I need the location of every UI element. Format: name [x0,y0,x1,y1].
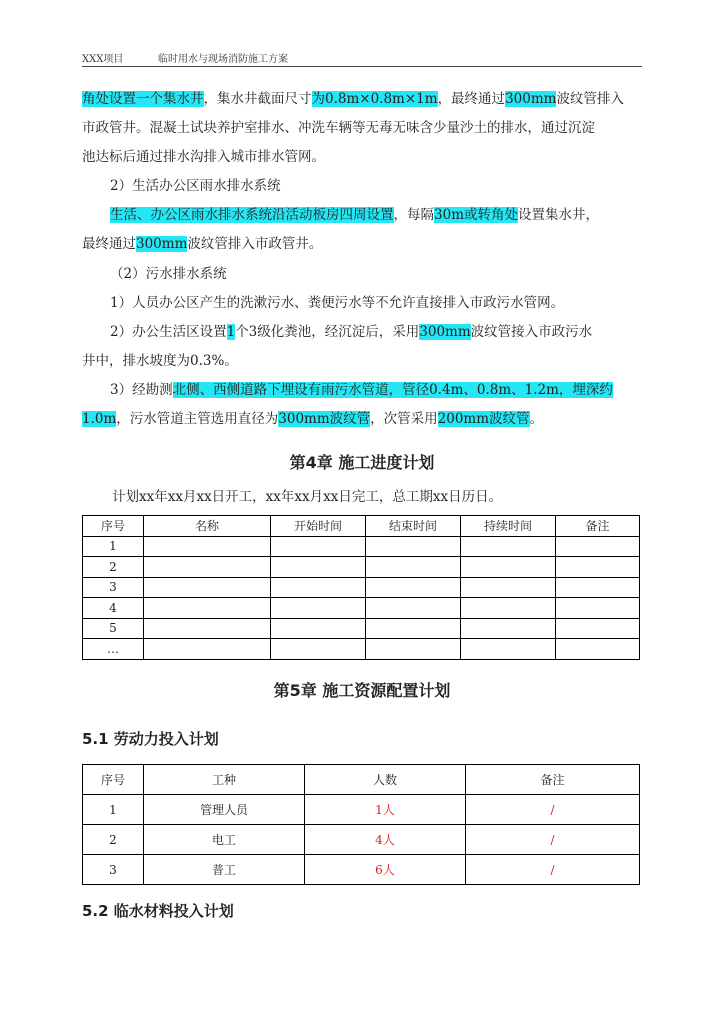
labor-note: / [466,795,640,825]
labor-row [83,825,640,855]
schedule-cell [556,557,640,578]
schedule-cell [461,557,556,578]
schedule-row-number: … [83,639,144,660]
page-header [82,50,642,67]
highlighted-text: 1 [226,324,236,340]
schedule-row [83,618,640,639]
chapter5-title: 第5章 施工资源配置计划 [273,681,451,700]
schedule-cell [271,639,366,660]
schedule-cell [144,639,271,660]
highlighted-text: 角处设置一个集水井 [82,91,204,107]
labor-header-cell: 人数 [305,765,466,795]
schedule-row-number: 4 [83,598,144,619]
schedule-cell [271,618,366,639]
text-run: 波纹管接入市政污水 [470,324,593,340]
schedule-header-cell: 持续时间 [461,516,556,537]
text-run: 波纹管排入 [556,91,624,107]
labor-number: 1 [83,795,144,825]
labor-count: 4人 [305,825,466,855]
highlighted-text: 北侧、西侧道路下埋设有雨污水管道，管径0.4m、0.8m、1.2m，埋深约 [172,382,613,398]
rain-line1 [110,203,670,228]
text-run: 个3级化粪池，经沉淀后，采用 [235,324,420,340]
schedule-cell [366,618,461,639]
labor-header-cell: 备注 [466,765,640,795]
schedule-cell [144,577,271,598]
schedule-row [83,536,640,557]
highlighted-text: 200mm波纹管 [437,411,530,427]
text-run: ，每隔 [393,207,434,223]
highlighted-text: 300mm [136,236,188,252]
labor-header-cell: 工种 [144,765,305,795]
text-run: ，污水管道主管选用直径为 [116,411,279,427]
rain-line2 [82,232,642,257]
schedule-table [82,515,640,660]
sewage-item3-line2 [82,407,642,432]
labor-type: 管理人员 [144,795,305,825]
text-run: 波纹管排入市政管井。 [187,236,323,252]
text-run: 最终通过 [82,236,136,252]
schedule-row [83,639,640,660]
schedule-cell [461,536,556,557]
schedule-header-cell: 名称 [144,516,271,537]
schedule-header-cell: 结束时间 [366,516,461,537]
schedule-cell [271,536,366,557]
text-run: 设置集水井， [518,207,599,223]
labor-type: 普工 [144,855,305,885]
text-run: 2）办公生活区设置 [110,324,227,340]
text-run: ，次管采用 [370,411,438,427]
highlighted-text: 300mm [419,324,471,340]
schedule-cell [556,618,640,639]
sewage-item3-line1 [110,378,670,403]
schedule-row-number: 1 [83,536,144,557]
highlighted-text: 1.0m [82,411,117,427]
labor-row [83,855,640,885]
labor-note: / [466,825,640,855]
rain-title: 2）生活办公区雨水排水系统 [110,178,281,194]
labor-count: 6人 [305,855,466,885]
schedule-cell [556,598,640,619]
para1-line1 [82,87,642,112]
labor-header-cell: 序号 [83,765,144,795]
schedule-row-number: 2 [83,557,144,578]
schedule-header-cell: 开始时间 [271,516,366,537]
text-run: 3）经勘测 [110,382,173,398]
text-run: ，最终通过 [437,91,506,107]
schedule-cell [366,557,461,578]
schedule-body [83,536,640,659]
schedule-cell [271,598,366,619]
text-run: ，集水井截面尺寸 [203,91,312,107]
chapter4-title: 第4章 施工进度计划 [289,453,435,472]
labor-type: 电工 [144,825,305,855]
highlighted-text: 生活、办公区雨水排水系统沿活动板房四周设置 [110,207,394,223]
text-run: 。 [529,411,544,427]
labor-note: / [466,855,640,885]
header-title: 临时用水与现场消防施工方案 [158,54,288,65]
schedule-cell [144,557,271,578]
labor-row [83,795,640,825]
schedule-row [83,557,640,578]
labor-count: 1人 [305,795,466,825]
schedule-cell [461,598,556,619]
schedule-row-number: 5 [83,618,144,639]
highlighted-text: m或转角处 [451,207,518,223]
labor-table [82,764,640,885]
sewage-title: （2）污水排水系统 [110,266,227,282]
schedule-header-cell: 备注 [556,516,640,537]
sewage-item2-line1 [110,320,670,345]
schedule-cell [271,577,366,598]
schedule-cell [366,598,461,619]
schedule-cell [461,639,556,660]
chapter4-plan: 计划xx年xx月xx日开工，xx年xx月xx日完工，总工期xx日历日。 [112,489,503,505]
schedule-header-row [83,516,640,537]
section-5-2-title: 5.2 临水材料投入计划 [82,902,234,920]
labor-number: 2 [83,825,144,855]
schedule-cell [366,577,461,598]
schedule-cell [366,536,461,557]
schedule-cell [556,639,640,660]
schedule-cell [366,639,461,660]
schedule-cell [144,618,271,639]
header-project: XXX项目 [82,54,124,65]
schedule-row-number: 3 [83,577,144,598]
highlighted-text: 为0.8m×0.8m×1m [311,91,438,107]
schedule-cell [556,536,640,557]
labor-body [83,795,640,885]
highlighted-text: 300mm [505,91,557,107]
schedule-cell [144,536,271,557]
schedule-cell [556,577,640,598]
labor-number: 3 [83,855,144,885]
schedule-cell [271,557,366,578]
sewage-item1: 1）人员办公区产生的洗漱污水、粪便污水等不允许直接排入市政污水管网。 [110,295,565,311]
schedule-row [83,577,640,598]
schedule-cell [461,618,556,639]
schedule-cell [461,577,556,598]
section-5-1-title: 5.1 劳动力投入计划 [82,730,219,748]
highlighted-text: 30 [434,207,452,223]
para1-line3: 池达标后通过排水沟排入城市排水管网。 [82,149,325,165]
highlighted-text: 300mm波纹管 [278,411,371,427]
sewage-item2-line2: 井中，排水坡度为0.3%。 [82,353,238,369]
para1-line2: 市政管井。混凝土试块养护室排水、冲洗车辆等无毒无味含少量沙土的排水，通过沉淀 [82,120,595,136]
schedule-row [83,598,640,619]
schedule-cell [144,598,271,619]
labor-header-row [83,765,640,795]
schedule-header-cell: 序号 [83,516,144,537]
